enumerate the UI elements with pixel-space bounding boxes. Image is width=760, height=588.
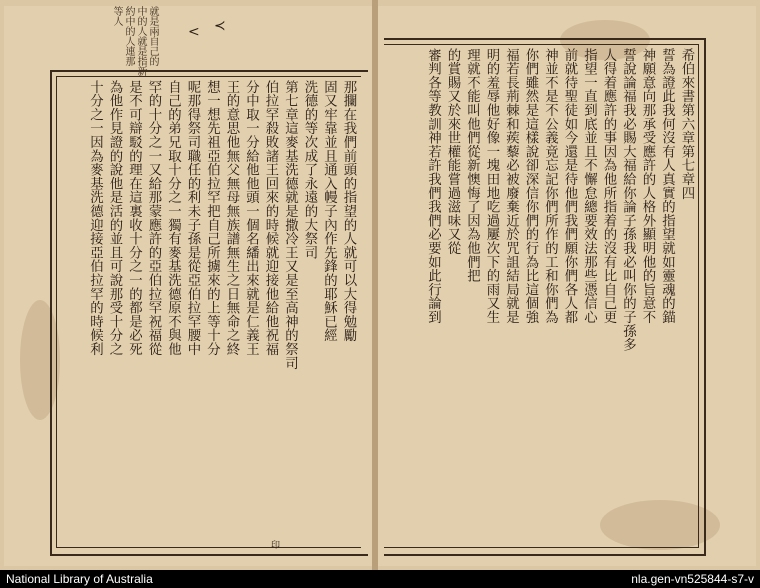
handwritten-line: 中的人就是指新 [135, 6, 146, 76]
text-column: 神並不是不公義竟忘記你們所作的工和你們為 [542, 48, 558, 324]
text-column: 指望一直到底並且不懈怠總要效法那些憑信心 [581, 48, 597, 324]
text-column: 第七章這麥基洗德就是撒冷王又是至高神的祭司 [282, 80, 298, 370]
text-column: 洗德的等次成了永遠的大祭司 [302, 80, 317, 260]
text-column: 希伯來書第六章第七章四 [679, 48, 694, 200]
text-column: 人得着應許的事因為他所指着的沒有比自己更 [601, 48, 616, 324]
handwritten-line: 約中的人連那 [123, 6, 134, 66]
text-column: 福若長荊棘和蒺藜必被廢棄近於咒詛結局就是 [503, 48, 519, 324]
handwritten-mark: ≺ [214, 18, 226, 34]
text-column: 審判各等教訓神若許我們我們必要如此行論到 [425, 48, 441, 324]
left-page-text [58, 80, 358, 542]
right-page-text [386, 48, 696, 540]
text-column: 理就不能叫他們從新懊悔了因為他們把 [464, 48, 480, 283]
text-column: 自己的弟兄取十分之一獨有麥基洗德原不與他 [165, 80, 181, 356]
text-column: 的賞賜又於來世權能嘗過滋味又從 [445, 48, 460, 255]
text-column: 是不可辯駁的理在這裏收十分之一的都是必死 [126, 80, 142, 356]
handwritten-mark: < [188, 24, 200, 40]
handwritten-line: 等人 [111, 6, 122, 26]
text-column: 誓為證此我何沒有人真實的指望就如靈魂的錨 [659, 48, 675, 324]
text-column: 分中取一分給他他頭一個名繙出來就是仁義王 [243, 80, 259, 356]
text-column: 呢那得祭司職任的利未子孫是從亞伯拉罕腰中 [185, 80, 200, 356]
text-column: 前就待聖徒如今還是待他們我們願你們各人都 [562, 48, 577, 324]
text-column: 罕的十分之一又給那蒙應許的亞伯拉罕祝福從 [146, 80, 161, 356]
text-column: 誓說論福我必賜大福給你論子孫我必叫你的子孫多 [620, 48, 636, 352]
text-column: 王的意思他無父無母無族譜無生之日無命之終 [224, 80, 239, 356]
text-column: 神願意向那承受應許的人格外顯明他的旨意不 [640, 48, 655, 324]
text-column: 十分之一因為麥基洗德迎接亞伯拉罕的時候利 [87, 80, 103, 356]
page-fold [372, 0, 378, 570]
library-name: National Library of Australia [6, 572, 153, 586]
item-identifier: nla.gen-vn525844-s7-v [631, 572, 754, 586]
text-column: 你們雖然是這樣說卻深信你們的行為比這個強 [523, 48, 538, 324]
text-column: 明的羞辱他好像一塊田地吃過屢次下的雨又生 [484, 48, 499, 324]
handwritten-line: 就是兩自己的 [147, 6, 158, 66]
seal-stamp: 印 [269, 540, 279, 549]
text-column: 伯拉罕殺敗諸王回來的時候就迎接他給他祝福 [263, 80, 278, 356]
text-column: 想一想先祖亞伯拉罕把自己所擄來的上等十分 [204, 80, 220, 356]
text-column: 固又牢靠並且通入幔子內作先鋒的耶穌已經 [321, 80, 337, 343]
text-column: 那攔在我們前頭的指望的人就可以大得勉勵 [341, 80, 356, 343]
handwritten-note [110, 6, 158, 76]
text-column: 為他作見證的說他是活的並且可說那受十分之 [107, 80, 122, 356]
attribution-bar [0, 570, 760, 588]
